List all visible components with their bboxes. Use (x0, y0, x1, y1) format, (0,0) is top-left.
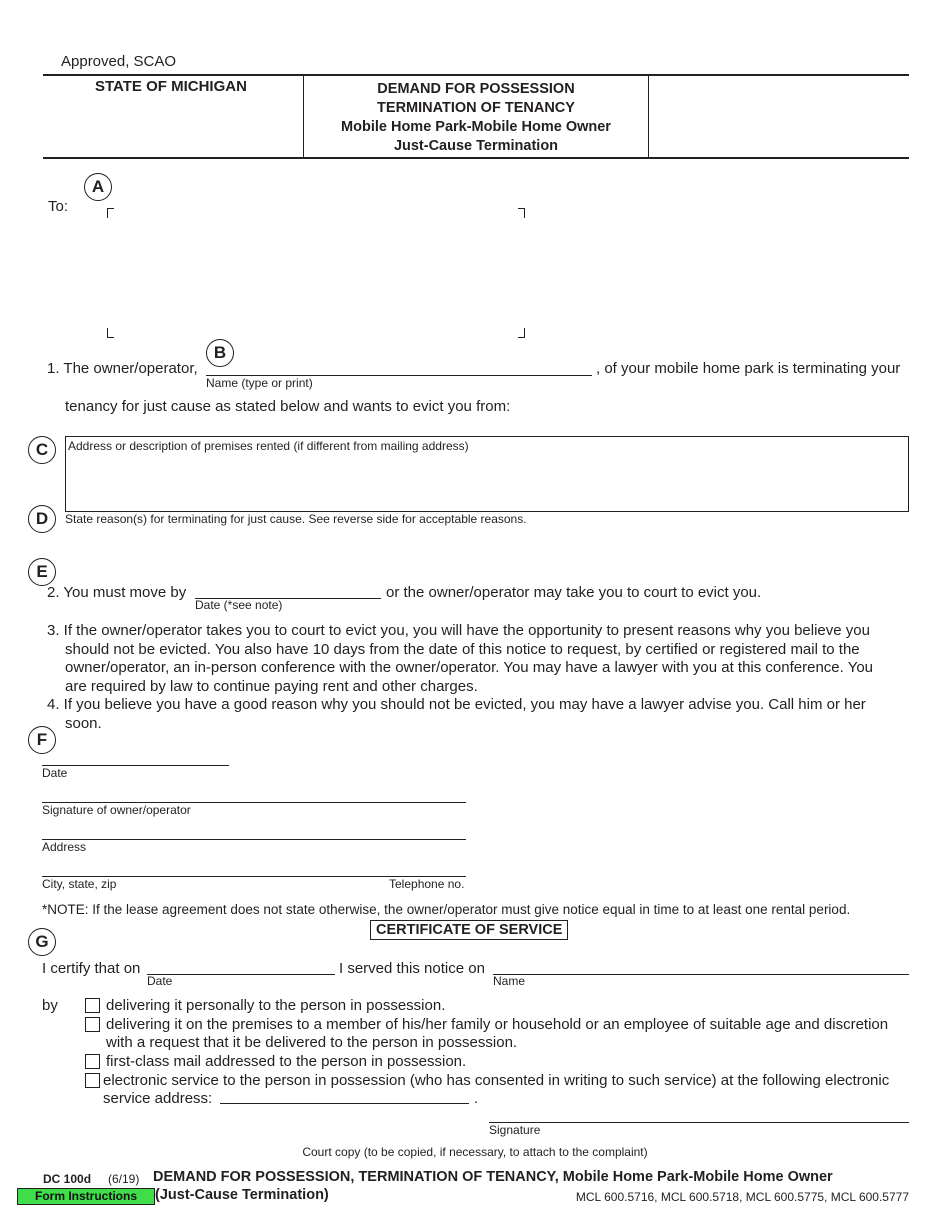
marker-b: B (206, 339, 234, 367)
option-premises: delivering it on the premises to a member of his/her family or household or an employee of suitable age and discretion (106, 1016, 889, 1033)
server-signature-caption: Signature (489, 1123, 541, 1137)
served-name-field[interactable] (493, 974, 909, 975)
marker-d: D (28, 505, 56, 533)
court-copy-note: Court copy (to be copied, if necessary, to attach to the complaint) (302, 1145, 648, 1159)
first-class-mail-checkbox[interactable] (85, 1054, 100, 1069)
corner-mark (107, 208, 114, 218)
period-text: . (474, 1090, 479, 1107)
service-date-field[interactable] (147, 974, 335, 975)
item4 (47, 696, 917, 733)
marker-f: F (28, 726, 56, 754)
option-personal: delivering it personally to the person in possession. (106, 997, 446, 1014)
premises-caption: Address or description of premises rented (if different from mailing address) (68, 439, 469, 453)
sign-date-field[interactable] (42, 765, 229, 766)
telephone-caption: Telephone no. (389, 877, 465, 891)
state-heading: STATE OF MICHIGAN (95, 78, 247, 95)
premises-delivery-checkbox[interactable] (85, 1017, 100, 1032)
item3-line: are required by law to continue paying rent and other charges. (65, 677, 478, 695)
corner-mark (518, 208, 525, 218)
corner-mark (107, 328, 114, 338)
reasons-field[interactable] (65, 530, 907, 556)
owner-address-caption: Address (42, 840, 87, 854)
to-label: To: (48, 198, 69, 215)
marker-a: A (84, 173, 112, 201)
reasons-caption: State reason(s) for terminating for just cause. See reverse side for acceptable reasons. (65, 512, 527, 526)
item1-suffix: , of your mobile home park is terminating your (596, 360, 901, 377)
premises-box[interactable] (65, 436, 909, 512)
statute-citations: MCL 600.5716, MCL 600.5718, MCL 600.5775, MCL 600.5777 (575, 1190, 909, 1204)
item1-line2: tenancy for just cause as stated below and wants to evict you from: (65, 398, 511, 415)
owner-address-field[interactable] (42, 839, 466, 840)
item4-line: 4. If you believe you have a good reason why you should not be evicted, you may have a lawyer advise you. Call him or her (47, 696, 866, 713)
certificate-title: CERTIFICATE OF SERVICE (370, 920, 568, 940)
header-bottom-rule (43, 157, 909, 159)
form-instructions-button[interactable]: Form Instructions (17, 1188, 155, 1205)
marker-g: G (28, 928, 56, 956)
city-caption: City, state, zip (42, 877, 117, 891)
by-label: by (42, 997, 58, 1014)
footer-title-1: DEMAND FOR POSSESSION, TERMINATION OF TENANCY, Mobile Home Park-Mobile Home Owner (153, 1169, 833, 1185)
item4-line: soon. (65, 714, 102, 732)
marker-c: C (28, 436, 56, 464)
sign-date-caption: Date (42, 766, 68, 780)
owner-name-caption: Name (type or print) (206, 376, 313, 390)
certify-prefix: I certify that on (42, 960, 141, 977)
title-line: TERMINATION OF TENANCY (377, 100, 575, 116)
title-line: Mobile Home Park-Mobile Home Owner (341, 119, 611, 135)
service-date-caption: Date (147, 974, 173, 988)
server-signature-field[interactable] (489, 1122, 909, 1123)
item3-line: owner/operator, an in-person conference with the owner/operator. You may have a lawyer with you at this conference. You (65, 659, 874, 676)
recipient-address-area[interactable] (107, 208, 525, 338)
option-electronic: electronic service to the person in possession (who has consented in writing to such service) at the following electronic (103, 1072, 890, 1089)
lease-note: *NOTE: If the lease agreement does not state otherwise, the owner/operator must give notice equal in time to at least one rental period. (42, 902, 851, 917)
footer-title-2: (Just-Cause Termination) (155, 1187, 329, 1203)
item3-line: 3. If the owner/operator takes you to court to evict you, you will have the opportunity to present reasons why you believe you (47, 622, 870, 639)
item3-line: should not be evicted. You also have 10 days from the date of this notice to request, by certified or registered mail to the (65, 640, 860, 658)
title-line: Just-Cause Termination (393, 138, 559, 154)
move-date-caption: Date (*see note) (195, 598, 283, 612)
option-electronic-cont: service address: (103, 1090, 213, 1107)
option-premises-cont: with a request that it be delivered to the person in possession. (106, 1034, 518, 1051)
personal-delivery-checkbox[interactable] (85, 998, 100, 1013)
item2-suffix: or the owner/operator may take you to court to evict you. (386, 584, 762, 601)
corner-mark (518, 328, 525, 338)
item2-prefix: 2. You must move by (47, 584, 187, 601)
title-line: DEMAND FOR POSSESSION (377, 81, 575, 97)
owner-signature-caption: Signature of owner/operator (42, 803, 191, 817)
option-mail: first-class mail addressed to the person in possession. (106, 1053, 467, 1070)
served-name-caption: Name (493, 974, 526, 988)
form-revision: (6/19) (108, 1172, 140, 1186)
header-divider-right (648, 75, 649, 157)
form-number: DC 100d (43, 1172, 92, 1186)
electronic-service-checkbox[interactable] (85, 1073, 100, 1088)
marker-e: E (28, 558, 56, 586)
email-address-field[interactable] (220, 1103, 469, 1104)
form-title (304, 80, 648, 156)
approval-text: Approved, SCAO (61, 53, 177, 70)
item3 (47, 622, 917, 696)
item1-prefix: 1. The owner/operator, (47, 360, 198, 377)
header-top-rule (43, 74, 909, 76)
served-text: I served this notice on (339, 960, 485, 977)
